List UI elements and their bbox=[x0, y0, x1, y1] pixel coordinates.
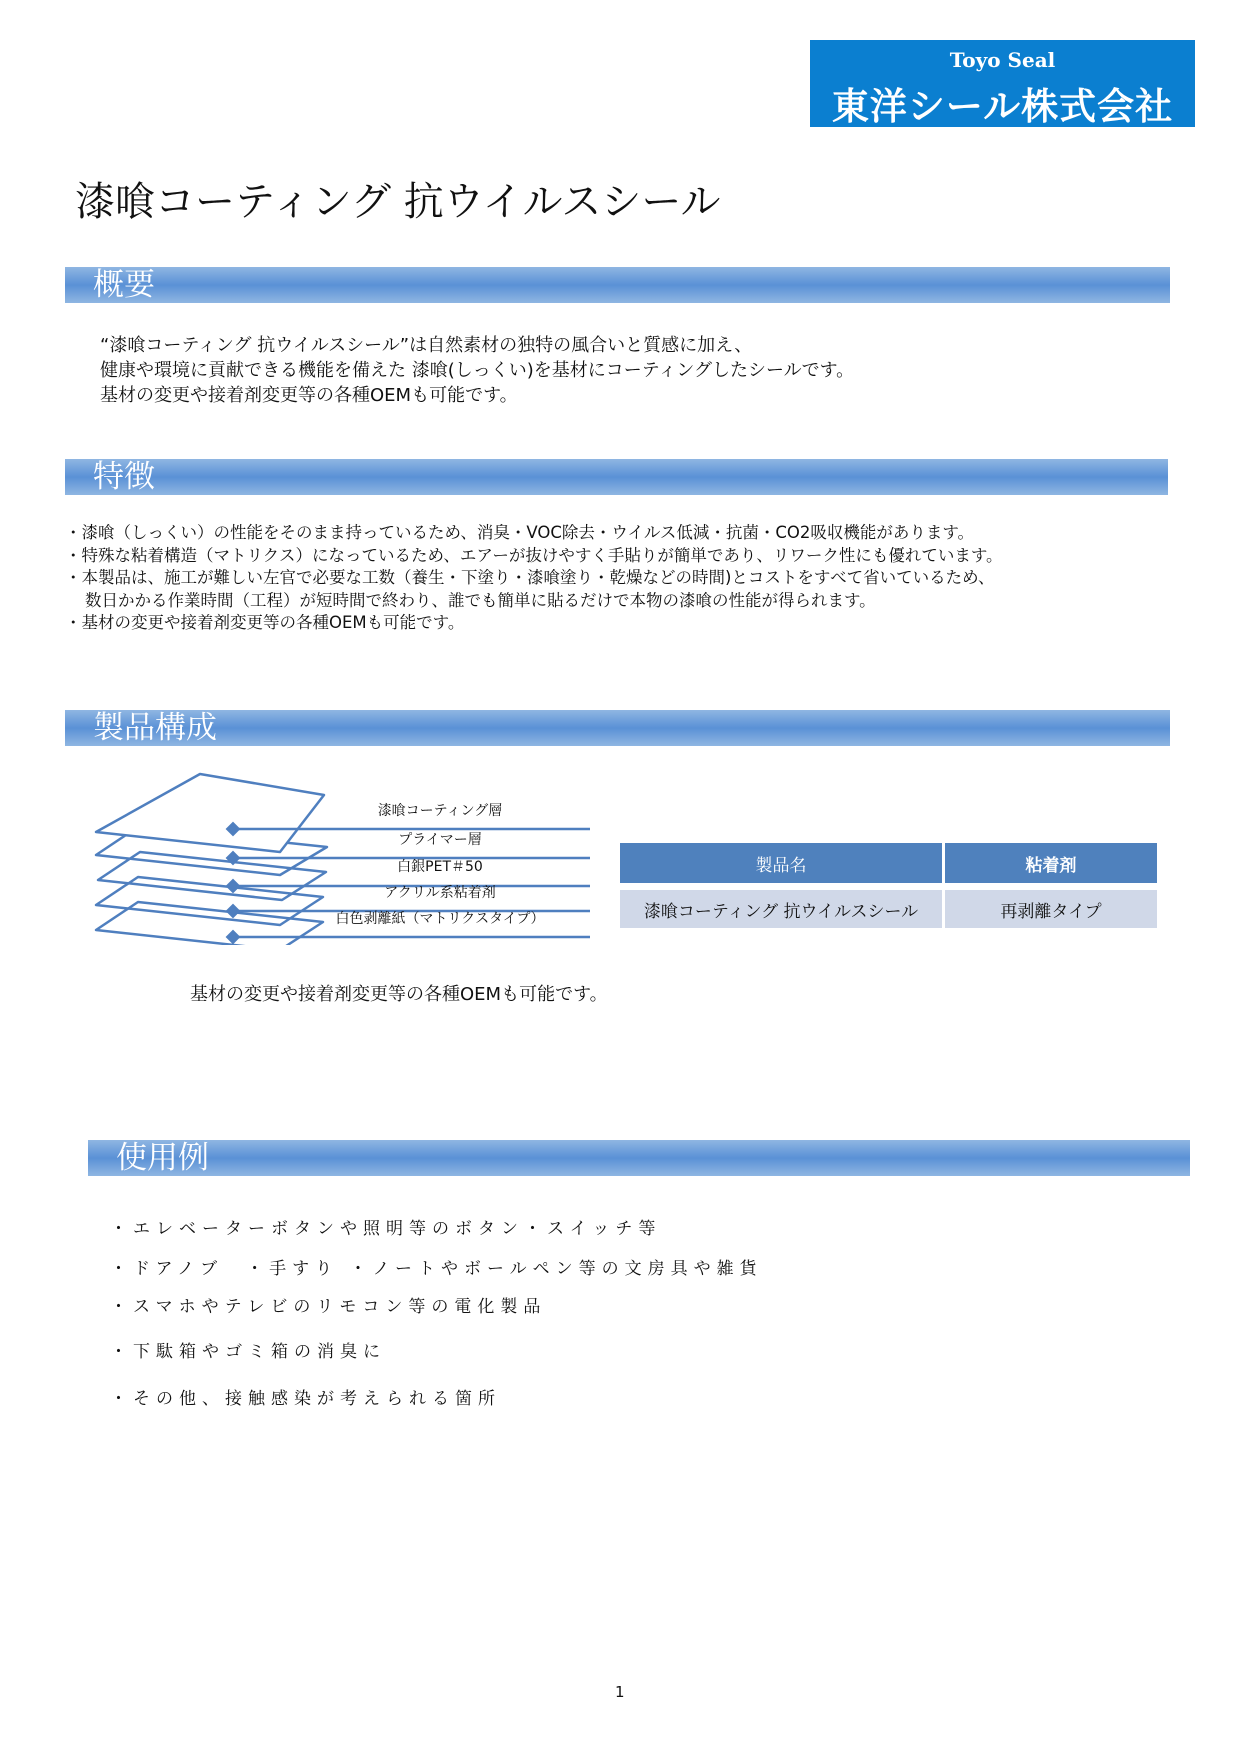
usage-item: ・下駄箱やゴミ箱の消臭に bbox=[110, 1342, 386, 1362]
spec-table-header-row bbox=[620, 843, 1157, 883]
section-heading-features: 特徴 bbox=[65, 459, 1168, 495]
overview-line: 健康や環境に貢献できる機能を備えた 漆喰(しっくい)を基材にコーティングしたシールです。 bbox=[100, 360, 855, 381]
overview-paragraph bbox=[100, 333, 854, 408]
leader-marker bbox=[227, 905, 238, 916]
overview-line: “漆喰コーティング 抗ウイルスシール”は自然素材の独特の風合いと質感に加え、 bbox=[100, 335, 753, 356]
layer-label: 白銀PET＃50 bbox=[397, 859, 483, 875]
logo-japanese-name: 東洋シール株式会社 bbox=[831, 85, 1174, 128]
layer-label: 白色剥離紙（マトリクスタイプ） bbox=[335, 911, 545, 927]
feature-item-continuation: 数日かかる作業時間（工程）が短時間で終わり、誰でも簡単に貼るだけで本物の漆喰の性能が得られます。 bbox=[85, 590, 876, 610]
leader-marker bbox=[227, 880, 238, 891]
feature-item: ・本製品は、施工が難しい左官で必要な工数（養生・下塗り・漆喰塗り・乾燥などの時間)とコストをすべて省いているため、 bbox=[65, 568, 995, 587]
oem-note: 基材の変更や接着剤変更等の各種OEMも可能です。 bbox=[190, 984, 608, 1005]
feature-item: ・特殊な粘着構造（マトリクス）になっているため、エアーが抜けやすく手貼りが簡単であり、リワーク性にも優れています。 bbox=[65, 545, 1003, 565]
features-list bbox=[65, 522, 1003, 635]
spec-table-header-product: 製品名 bbox=[620, 843, 942, 883]
feature-item: ・漆喰（しっくい）の性能をそのまま持っているため、消臭・VOC除去・ウイルス低減・抗菌・CO2吸収機能があります。 bbox=[65, 523, 975, 542]
layer-label: プライマー層 bbox=[398, 832, 482, 848]
usage-item: ・ドアノブ ・手すり ・ノートやボールペン等の文房具や雑貨 bbox=[110, 1259, 763, 1279]
spec-table-cell-product: 漆喰コーティング 抗ウイルスシール bbox=[620, 890, 942, 928]
document-title: 漆喰コーティング 抗ウイルスシール bbox=[75, 179, 721, 225]
spec-table-cell-adhesive: 再剥離タイプ bbox=[945, 890, 1157, 928]
usage-item: ・エレベーターボタンや照明等のボタン・スイッチ等 bbox=[110, 1219, 662, 1239]
section-heading-composition: 製品構成 bbox=[65, 710, 1170, 746]
layer-sheet bbox=[96, 774, 324, 852]
spec-table-header-adhesive: 粘着剤 bbox=[945, 843, 1157, 883]
layer-label: 漆喰コーティング層 bbox=[377, 803, 503, 819]
usage-item: ・スマホやテレビのリモコン等の電化製品 bbox=[110, 1297, 547, 1317]
page-number: 1 bbox=[615, 1683, 625, 1701]
logo-english-name: Toyo Seal bbox=[949, 48, 1056, 72]
layer-label: アクリル系粘着剤 bbox=[384, 885, 496, 901]
usage-item: ・その他、接触感染が考えられる箇所 bbox=[110, 1389, 501, 1409]
company-logo bbox=[810, 40, 1195, 127]
overview-line: 基材の変更や接着剤変更等の各種OEMも可能です。 bbox=[100, 385, 518, 406]
spec-table-row bbox=[620, 890, 1157, 928]
feature-item: ・基材の変更や接着剤変更等の各種OEMも可能です。 bbox=[65, 613, 465, 632]
section-heading-usage: 使用例 bbox=[88, 1140, 1190, 1176]
leader-marker bbox=[227, 931, 238, 942]
section-heading-overview: 概要 bbox=[65, 267, 1170, 303]
spec-table bbox=[617, 843, 1160, 928]
